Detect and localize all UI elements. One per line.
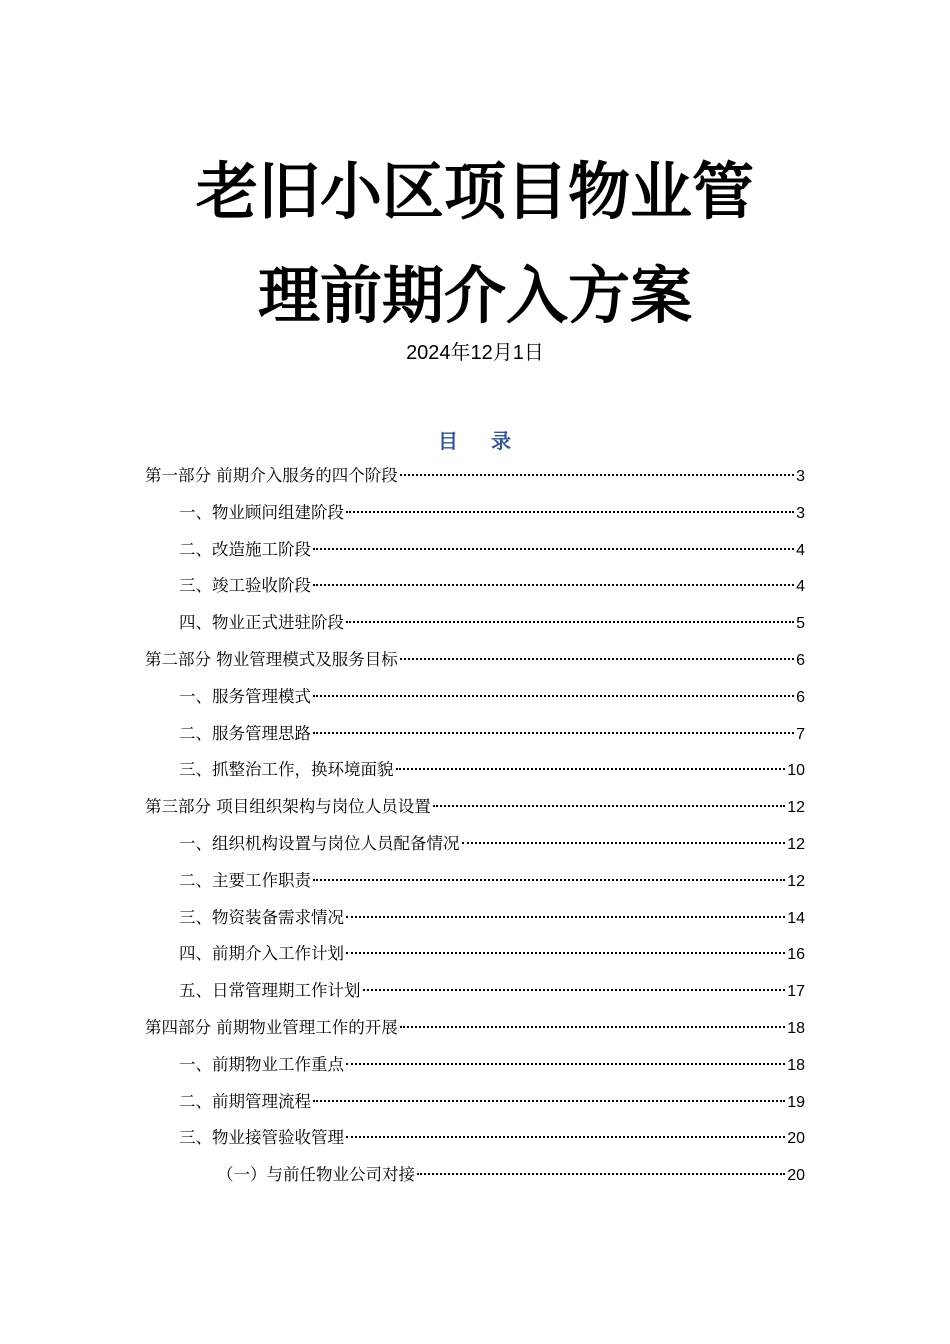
toc-entry-page-number: 18 [787,1056,805,1074]
toc-entry[interactable] [145,900,805,937]
toc-entry-page-number: 12 [787,835,805,853]
toc-dot-leader [462,842,786,844]
toc-entry-page-number: 16 [787,946,805,964]
toc-entry[interactable] [145,568,805,605]
toc-entry-title: 三、抓整治工作，换环境面貌 [179,760,394,780]
table-of-contents [145,458,805,1194]
document-title-line-2: 理前期介入方案 [257,259,692,332]
toc-dot-leader [346,916,785,918]
toc-entry-title: 三、竣工验收阶段 [179,576,311,596]
toc-entry[interactable] [145,1047,805,1084]
toc-entry[interactable] [145,973,805,1010]
toc-entry-title: 第三部分 项目组织架构与岗位人员设置 [145,797,431,817]
toc-entry[interactable] [145,716,805,753]
toc-entry-page-number: 12 [787,872,805,890]
toc-entry[interactable] [145,826,805,863]
toc-entry[interactable] [145,1010,805,1047]
toc-entry-title: 一、前期物业工作重点 [179,1054,344,1074]
toc-dot-leader [346,511,794,513]
toc-entry-title: 四、物业正式进驻阶段 [179,613,344,633]
toc-entry-page-number: 10 [787,762,805,780]
toc-entry-title: 二、前期管理流程 [179,1091,311,1111]
toc-dot-leader [313,548,794,550]
toc-dot-leader [400,1026,785,1028]
toc-entry-page-number: 18 [787,1019,805,1037]
toc-dot-leader [363,989,786,991]
toc-entry-title: 二、改造施工阶段 [179,539,311,559]
toc-entry[interactable] [145,495,805,532]
document-title-line-1: 老旧小区项目物业管 [195,155,754,228]
toc-dot-leader [346,1063,785,1065]
toc-entry-title: 五、日常管理期工作计划 [179,981,361,1001]
toc-entry[interactable] [145,1084,805,1121]
toc-dot-leader [313,732,794,734]
toc-dot-leader [433,805,785,807]
toc-entry-title: 第一部分 前期介入服务的四个阶段 [145,466,398,485]
toc-entry[interactable] [145,1157,805,1194]
toc-entry-page-number: 4 [796,578,805,596]
toc-dot-leader [313,879,785,881]
toc-entry-title: （一）与前任物业公司对接 [217,1165,415,1185]
toc-dot-leader [313,695,794,697]
toc-entry[interactable] [145,605,805,642]
toc-entry-page-number: 17 [787,983,805,1001]
toc-entry-page-number: 6 [796,688,805,706]
toc-entry[interactable] [145,936,805,973]
toc-entry-title: 一、物业顾问组建阶段 [179,502,344,522]
toc-entry[interactable] [145,532,805,569]
toc-dot-leader [313,1100,785,1102]
toc-dot-leader [396,768,786,770]
toc-entry[interactable] [145,789,805,826]
toc-entry-title: 一、组织机构设置与岗位人员配备情况 [179,833,460,853]
toc-dot-leader [313,584,794,586]
toc-entry[interactable] [145,458,805,495]
toc-entry-page-number: 6 [796,651,805,669]
toc-dot-leader [346,952,785,954]
toc-entry[interactable] [145,679,805,716]
toc-entry-title: 四、前期介入工作计划 [179,944,344,964]
toc-dot-leader [417,1173,785,1175]
toc-dot-leader [346,1136,785,1138]
toc-entry-page-number: 3 [796,468,805,485]
toc-entry-title: 第四部分 前期物业管理工作的开展 [145,1017,398,1037]
toc-entry-page-number: 4 [796,541,805,559]
toc-heading: 目 录 [438,429,512,453]
toc-entry[interactable] [145,642,805,679]
document-date: 2024年12月1日 [406,342,544,364]
toc-entry-title: 二、主要工作职责 [179,870,311,890]
toc-dot-leader [346,621,794,623]
toc-dot-leader [400,658,794,660]
toc-entry-page-number: 5 [796,615,805,633]
toc-entry-title: 三、物资装备需求情况 [179,907,344,927]
toc-entry-page-number: 19 [787,1093,805,1111]
toc-entry[interactable] [145,863,805,900]
toc-dot-leader [400,474,794,476]
toc-entry-title: 二、服务管理思路 [179,723,311,743]
toc-entry-page-number: 3 [796,504,805,522]
toc-entry-title: 三、物业接管验收管理 [179,1128,344,1148]
toc-entry-title: 第二部分 物业管理模式及服务目标 [145,649,398,669]
toc-entry[interactable] [145,1120,805,1157]
toc-entry-page-number: 20 [787,1130,805,1148]
toc-entry-page-number: 20 [787,1167,805,1185]
toc-entry-page-number: 7 [796,725,805,743]
toc-entry[interactable] [145,752,805,789]
toc-entry-page-number: 12 [787,799,805,817]
toc-entry-page-number: 14 [787,909,805,927]
toc-entry-title: 一、服务管理模式 [179,686,311,706]
